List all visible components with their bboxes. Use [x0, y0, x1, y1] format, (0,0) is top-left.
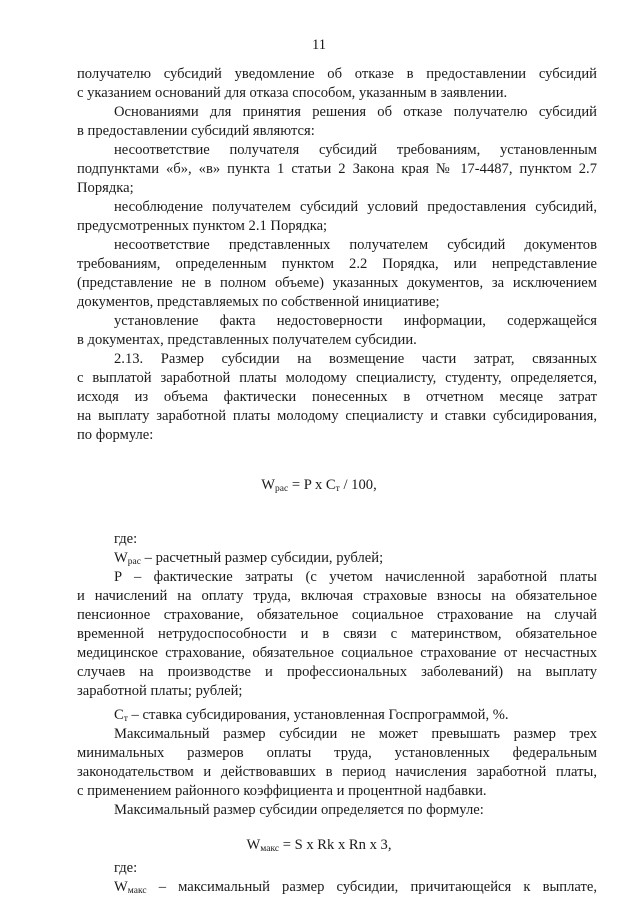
text-line: заработной платы; рублей; — [77, 683, 243, 699]
text-line: с выплатой заработной платы молодому специалисту, студенту, определяется, — [77, 370, 597, 386]
text-line: несоответствие представленных получателем субсидий документов — [114, 237, 597, 253]
definition-ct: $C_т$ – ставка субсидирования, установленная Госпрограммой, %. — [114, 707, 509, 724]
text-line: несоблюдение получателем субсидий условий предоставления субсидий, — [114, 199, 597, 215]
text-line: временной нетрудоспособности и в связи с материнством, обязательное — [77, 626, 597, 642]
page-number: 11 — [311, 37, 327, 53]
text-line: требованиям, определенным пунктом 2.2 Порядка, или непредставление — [77, 256, 597, 272]
text-line: установление факта недостоверности информации, содержащейся — [114, 313, 597, 329]
definition-wras: $W_{рас}$ – расчетный размер субсидии, рублей; — [114, 550, 384, 567]
text-line: предусмотренных пунктом 2.1 Порядка; — [77, 218, 328, 234]
formula-wras: $W_{рас} = P$ x $C_т / 100$, — [261, 477, 377, 494]
text-line: медицинское страхование, обязательное социальное страхование от несчастных — [77, 645, 597, 661]
text-line: и начислений на оплату труда, включая страховые взносы на обязательное — [77, 588, 597, 604]
text-line: случаев на производстве и профессиональных заболеваний) на выплату — [77, 664, 597, 680]
text-line: законодательством и действовавших в период начисления заработной платы, — [77, 764, 597, 780]
text-line: где: — [114, 860, 138, 876]
text-line: Максимальный размер субсидии определяется по формуле: — [114, 802, 484, 818]
text-line: по формуле: — [77, 427, 154, 443]
text-line: исходя из объема фактически понесенных в отчетном месяце затрат — [77, 389, 597, 405]
text-line: в документах, представленных получателем субсидии. — [77, 332, 417, 348]
text-line: где: — [114, 531, 138, 547]
text-line: документов, представляемых по собственной инициативе; — [77, 294, 440, 310]
text-line: Максимальный размер субсидии не может превышать размер трех — [114, 726, 597, 742]
text-line: пенсионное страхование, обязательное социальное страхование на случай — [77, 607, 597, 623]
text-line: P – фактические затраты (с учетом начисленной заработной платы — [114, 569, 597, 585]
text-line: в предоставлении субсидий являются: — [77, 123, 315, 139]
text-line: с применением районного коэффициента и процентной надбавки. — [77, 783, 487, 799]
text-line: 2.13. Размер субсидии на возмещение части затрат, связанных — [114, 351, 597, 367]
text-line: с указанием оснований для отказа способом, указанным в заявлении. — [77, 85, 508, 101]
text-line: на выплату заработной платы молодому специалисту и ставки субсидирования, — [77, 408, 597, 424]
text-line: (представление не в полном объеме) указанных документов, за исключением — [77, 275, 597, 291]
text-line: минимальных размеров оплаты труда, установленных федеральным — [77, 745, 597, 761]
text-line: несоответствие получателя субсидий требованиям, установленным — [114, 142, 597, 158]
formula-wmaks: $W_{макс} = S$ x Rk x Rn x 3, — [246, 837, 392, 854]
text-line: Порядка; — [77, 180, 134, 196]
text-line: подпунктами «б», «в» пункта 1 статьи 2 Закона края № 17-4487, пунктом 2.7 — [77, 161, 597, 177]
text-line: получателю субсидий уведомление об отказе в предоставлении субсидий — [77, 66, 597, 82]
text-line: Основаниями для принятия решения об отказе получателю субсидий — [114, 104, 597, 120]
definition-wmaks: $W_{макс}$ – максимальный размер субсидии, причитающейся к выплате, — [114, 879, 597, 896]
